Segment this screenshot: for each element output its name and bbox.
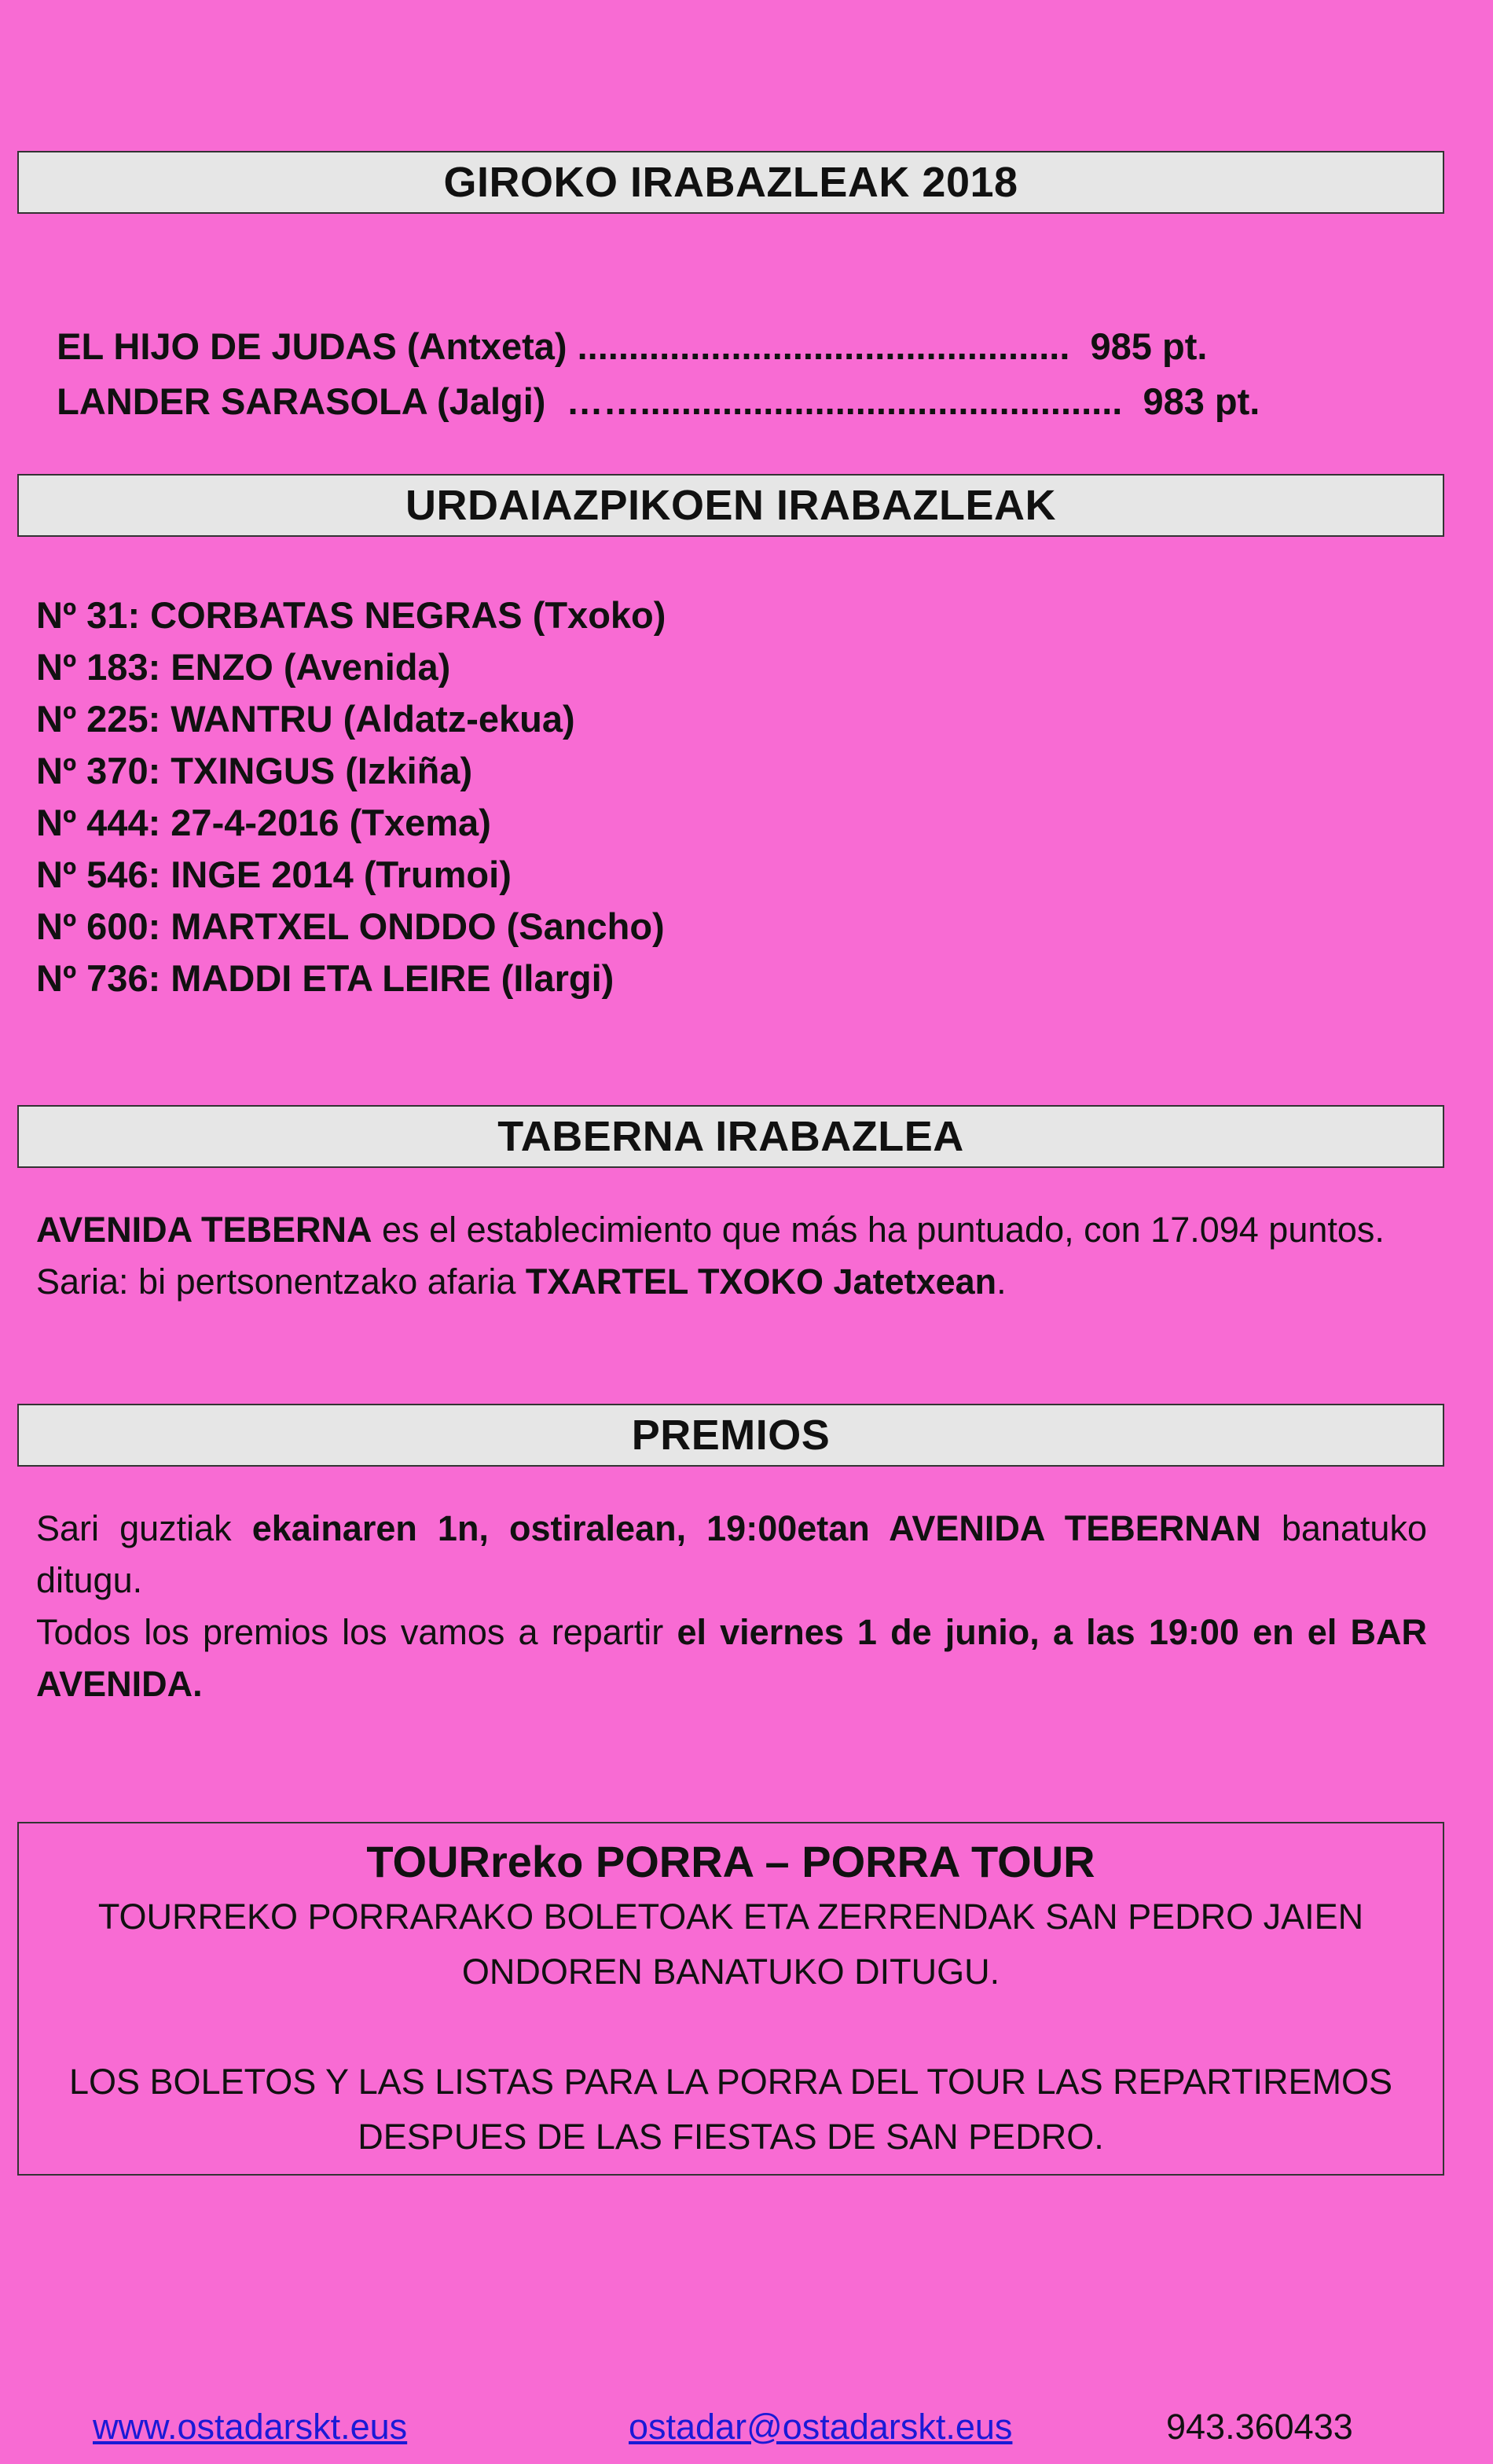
winner-points: 985 pt. (1090, 325, 1208, 367)
premios-eu-end: banatuko ditugu. (36, 1508, 1427, 1600)
winner-points: 983 pt. (1143, 380, 1260, 422)
ham-winner: Nº 183: ENZO (Avenida) (36, 646, 451, 688)
winner-name: EL HIJO DE JUDAS (Antxeta) (57, 325, 567, 367)
tour-box (17, 1822, 1444, 2176)
website-link[interactable]: www.ostadarskt.eus (93, 2407, 408, 2447)
giroko-header (17, 151, 1444, 214)
premios-eu-text: Sari guztiak (36, 1508, 252, 1548)
premios-es-paragraph (36, 1607, 1427, 1710)
footer-email[interactable] (629, 2401, 1012, 2453)
tour-es-text: LOS BOLETOS Y LAS LISTAS PARA LA PORRA DEL TOUR LAS REPARTIREMOS DESPUES DE LAS FIESTAS DE SAN PEDRO. (69, 2062, 1392, 2157)
taberna-end: . (996, 1261, 1007, 1302)
winner-dots: ……............................................... (545, 380, 1123, 422)
footer-phone: 943.360433 (1166, 2407, 1353, 2447)
premios-es-bold: el viernes 1 de junio, a las 19:00 en el BAR AVENIDA. (36, 1612, 1427, 1704)
email-link[interactable]: ostadar@ostadarskt.eus (629, 2407, 1013, 2447)
footer-website[interactable] (93, 2401, 407, 2453)
ham-winner: Nº 225: WANTRU (Aldatz-ekua) (36, 698, 575, 740)
ham-winner: Nº 600: MARTXEL ONDDO (Sancho) (36, 905, 665, 947)
taberna-text: es el establecimiento que más ha puntuado, con 17.094 puntos. Saria: bi pertsonentzako afaria (36, 1210, 1385, 1302)
giroko-winner-2 (36, 324, 1260, 428)
winner-dots: ................................................ (567, 325, 1070, 367)
taberna-header (17, 1105, 1444, 1168)
urdaiazpikoen-title: URDAIAZPIKOEN IRABAZLEAK (405, 482, 1056, 529)
taberna-bold-name: AVENIDA TEBERNA (36, 1210, 372, 1250)
winner-name: LANDER SARASOLA (Jalgi) (57, 380, 546, 422)
premios-es-text: Todos los premios los vamos a repartir (36, 1612, 677, 1652)
taberna-title: TABERNA IRABAZLEA (497, 1113, 964, 1160)
ham-winner: Nº 546: INGE 2014 (Trumoi) (36, 854, 512, 895)
urdaiazpikoen-header (17, 474, 1444, 537)
premios-eu-bold: ekainaren 1n, ostiralean, 19:00etan AVENIDA TEBERNAN (251, 1508, 1261, 1548)
premios-header (17, 1404, 1444, 1467)
premios-eu-paragraph (36, 1503, 1427, 1607)
tour-title: TOURreko PORRA – PORRA TOUR (366, 1837, 1095, 1886)
giroko-title: GIROKO IRABAZLEAK 2018 (443, 159, 1018, 206)
ham-winner: Nº 444: 27-4-2016 (Txema) (36, 802, 491, 843)
taberna-paragraph (36, 1204, 1427, 1308)
tour-eu-text: TOURREKO PORRARAKO BOLETOAK ETA ZERRENDAK SAN PEDRO JAIEN ONDOREN BANATUKO DITUGU. (97, 1897, 1364, 1992)
ham-winner: Nº 31: CORBATAS NEGRAS (Txoko) (36, 594, 666, 636)
ham-winner: Nº 370: TXINGUS (Izkiña) (36, 750, 473, 791)
taberna-prize: TXARTEL TXOKO Jatetxean (525, 1261, 997, 1302)
premios-title: PREMIOS (631, 1412, 831, 1459)
ham-winner: Nº 736: MADDI ETA LEIRE (Ilargi) (36, 957, 614, 999)
